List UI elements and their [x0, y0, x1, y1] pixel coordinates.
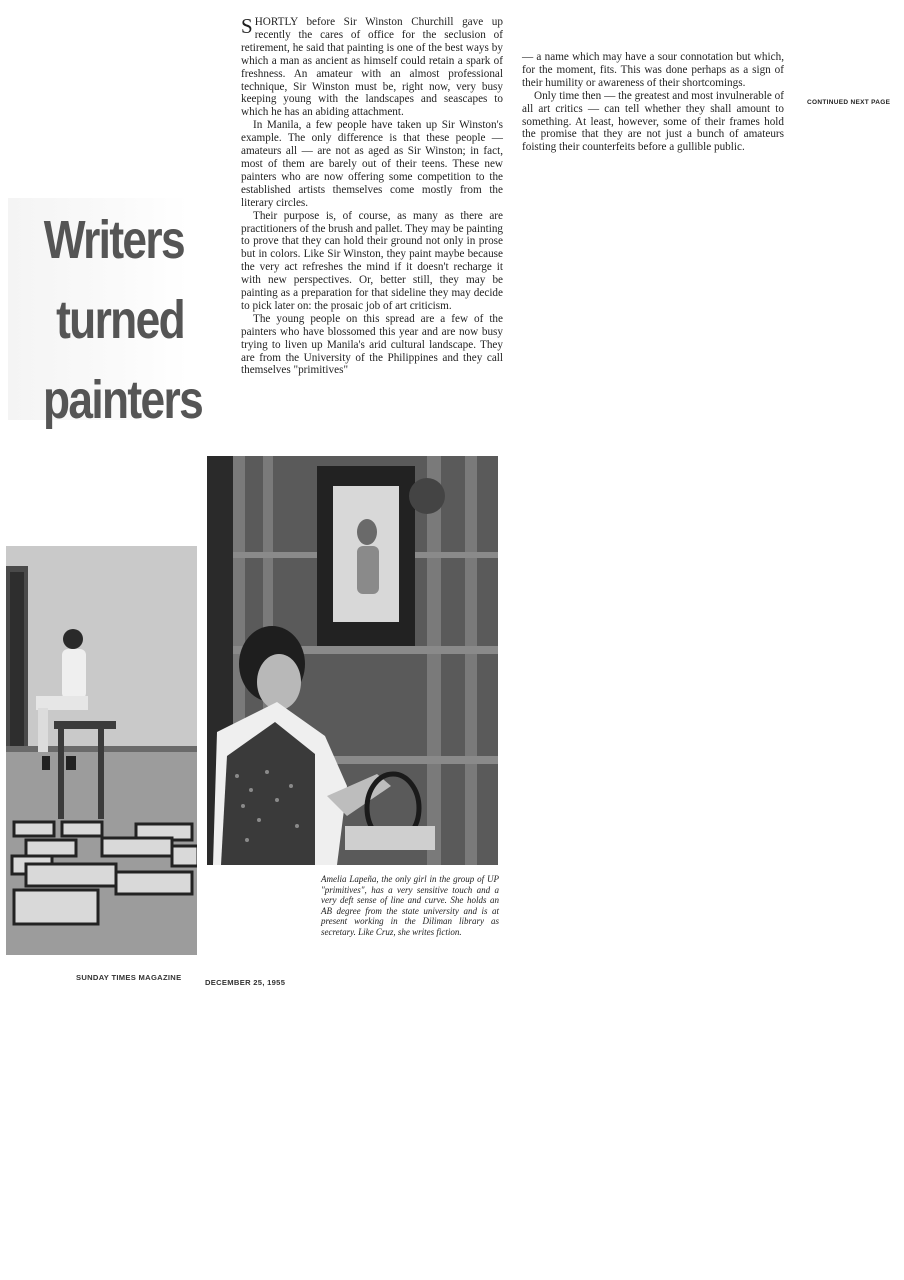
- headline-line-2: turned: [56, 290, 185, 350]
- headline-line-1: Writers: [43, 210, 184, 270]
- footer-publication: SUNDAY TIMES MAGAZINE: [76, 973, 182, 982]
- article-paragraph: — a name which may have a sour connotation but which, for the moment, fits. This was done perhaps as a sign of their humility or awareness of their shortcomings.: [522, 51, 784, 89]
- article-paragraph: Only time then — the greatest and most invulnerable of all art critics — can tell whether they shall amount to something. At least, however, some of their frames hold the promise that they are not just a bunch of amateurs foisting their counterfeits before a gullible public.: [522, 89, 784, 154]
- headline-line-3: painters: [42, 370, 203, 430]
- article-paragraph: The young people on this spread are a few of the painters who have blossomed this year and are now busy trying to liven up Manila's arid cultural landscape. They are from the University of the Philippines and they call themselves "primitives": [241, 312, 503, 377]
- continued-next-page: CONTINUED NEXT PAGE: [807, 99, 891, 106]
- headline: [42, 200, 203, 440]
- article-paragraph: In Manila, a few people have taken up Sir Winston's example. The only difference is that these people — amateurs all — are not as aged as Sir Winston; in fact, most of them are barely out of their teens. These new painters who are now offering some competition to the established artists themselves come mostly from the literary circles.: [241, 119, 503, 209]
- photo-painter-seated-with-canvases: [6, 546, 197, 955]
- article-paragraph: SHORTLY before Sir Winston Churchill gave up recently the cares of office for the seclusion of retirement, he said that painting is one of the best ways by which a man as ancient as himself could retain a spark of freshness. An amateur with an almost professional technique, Sir Winston must be, right now, very busy keeping young with the landscapes and seascapes to which he has an abiding attachment.: [241, 14, 503, 119]
- photo-amelia-lapena-in-studio: [207, 456, 498, 865]
- photo-illustration: [6, 546, 197, 955]
- photo-caption: Amelia Lapeña, the only girl in the group of UP "primitives", has a very sensitive touch and a very deft sense of line and curve. She holds an AB degree from the state university and is at present working in the Diliman library as secretary. Like Cruz, she writes fiction.: [321, 874, 499, 937]
- drop-cap: S: [241, 14, 253, 38]
- photo-illustration: [207, 456, 498, 865]
- footer-date: DECEMBER 25, 1955: [205, 978, 286, 987]
- article-column-1: [241, 16, 503, 377]
- article-column-2: [522, 51, 784, 154]
- article-paragraph: Their purpose is, of course, as many as there are practitioners of the brush and pallet. They may be painting to prove that they can hold their ground not only in prose but in colors. Like Sir Winston, they paint maybe because the very act refreshes the mind if it doesn't recharge it with new perspectives. Or, better still, they may be painting as a preparation for that sideline they may decide to pick later on: the prosaic job of art criticism.: [241, 209, 504, 312]
